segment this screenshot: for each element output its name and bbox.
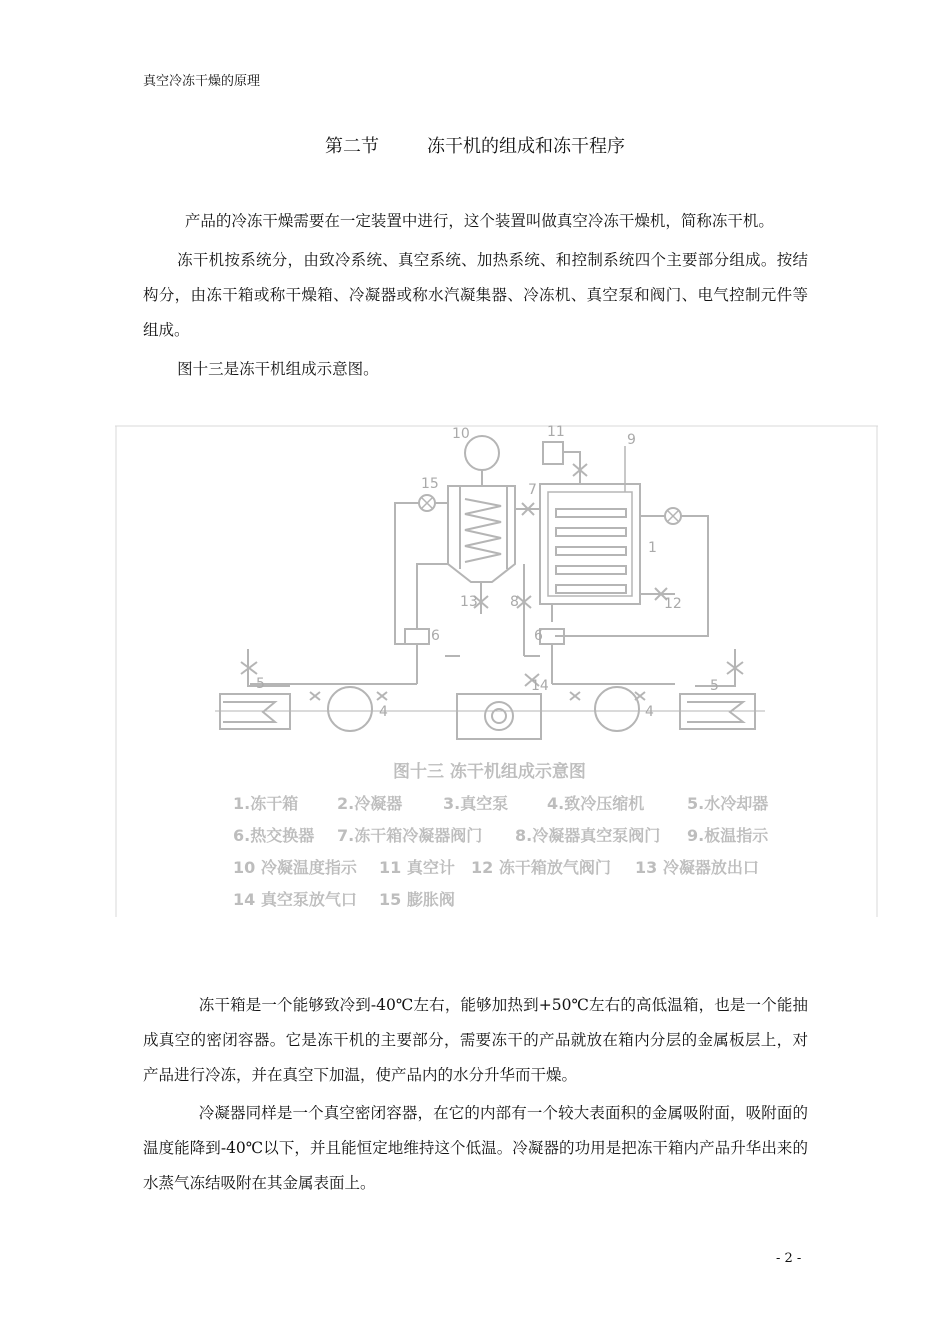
part-number: 10: [452, 426, 470, 442]
paragraph-2: 冻干机按系统分，由致冷系统、真空系统、加热系统、和控制系统四个主要部分组成。按结构分，由冻干箱或称干燥箱、冷凝器或称水汽凝集器、冷冻机、真空泵和阀门、电气控制元件等组成。: [143, 251, 808, 339]
page-header: 真空冷冻干燥的原理: [143, 74, 261, 89]
part-number: 4: [645, 704, 654, 720]
figure-caption: 图十三 冻干机组成示意图: [393, 762, 586, 782]
shelf-1: [556, 509, 626, 517]
legend-item: 3.真空泵: [443, 794, 509, 813]
section-number: 第二节: [325, 136, 379, 157]
part-number: 4: [379, 704, 388, 720]
condenser-coil: [465, 499, 501, 562]
compressor-right: [595, 687, 639, 731]
part-number: 7: [528, 482, 537, 498]
paragraph-3: 图十三是冻干机组成示意图。: [177, 360, 379, 378]
part-number: 8: [510, 594, 519, 610]
part-number: 9: [627, 432, 636, 448]
legend-item: 2.冷凝器: [337, 794, 403, 813]
shelf-3: [556, 547, 626, 555]
legend-item: 14 真空泵放气口: [233, 890, 357, 909]
part-number: 14: [531, 678, 549, 694]
legend-item: 1.冻干箱: [233, 794, 299, 813]
paragraph-1: 产品的冷冻干燥需要在一定装置中进行，这个装置叫做真空冷冻干燥机，简称冻干机。: [184, 212, 774, 230]
vacuum-pump: [457, 694, 541, 739]
legend-item: 11 真空计: [379, 858, 455, 877]
shelf-4: [556, 566, 626, 574]
section-name: 冻干机的组成和冻干程序: [427, 136, 625, 157]
legend-item: 5.水冷却器: [687, 794, 769, 813]
legend-item: 4.致冷压缩机: [547, 794, 645, 813]
part-number: 6: [431, 628, 440, 644]
part-number: 6: [534, 628, 543, 644]
freeze-dryer-diagram: [115, 424, 878, 917]
part-number: 5: [710, 678, 719, 694]
paragraph-4: 冻干箱是一个能够致冷到-40℃左右，能够加热到+50℃左右的高低温箱，也是一个能抽成真空的密闭容器。它是冻干机的主要部分，需要冻干的产品就放在箱内分层的金属板层上，对产品进行冷冻，并在真空下加温，使产品内的水分升华而干燥。: [143, 996, 808, 1084]
legend-item: 9.板温指示: [687, 826, 769, 845]
part-number: 15: [421, 476, 439, 492]
part-number: 5: [256, 676, 265, 692]
legend-item: 10 冷凝温度指示: [233, 858, 357, 877]
legend-item: 6.热交换器: [233, 826, 315, 845]
heat-exchanger-left: [405, 629, 429, 644]
paragraph-5: 冷凝器同样是一个真空密闭容器，在它的内部有一个较大表面积的金属吸附面，吸附面的温度能降到-40℃以下，并且能恒定地维持这个低温。冷凝器的功用是把冻干箱内产品升华出来的水蒸气冻结吸附在其金属表面上。: [143, 1104, 808, 1192]
part-number: 11: [547, 424, 565, 440]
legend-item: 8.冷凝器真空泵阀门: [515, 826, 661, 845]
legend-item: 13 冷凝器放出口: [635, 858, 759, 877]
shelf-2: [556, 528, 626, 536]
part-number: 13: [460, 594, 478, 610]
legend-item: 7.冻干箱冷凝器阀门: [337, 826, 483, 845]
compressor-left: [328, 687, 372, 731]
condenser-temp-gauge: [465, 436, 499, 470]
legend-item: 15 膨胀阀: [379, 890, 455, 909]
section-title: [0, 132, 950, 158]
part-number: 12: [664, 596, 682, 612]
legend-item: 12 冻干箱放气阀门: [471, 858, 611, 877]
shelf-5: [556, 585, 626, 593]
page-number: - 2 -: [776, 1251, 802, 1266]
vacuum-gauge: [543, 442, 563, 464]
part-number: 1: [648, 540, 657, 556]
